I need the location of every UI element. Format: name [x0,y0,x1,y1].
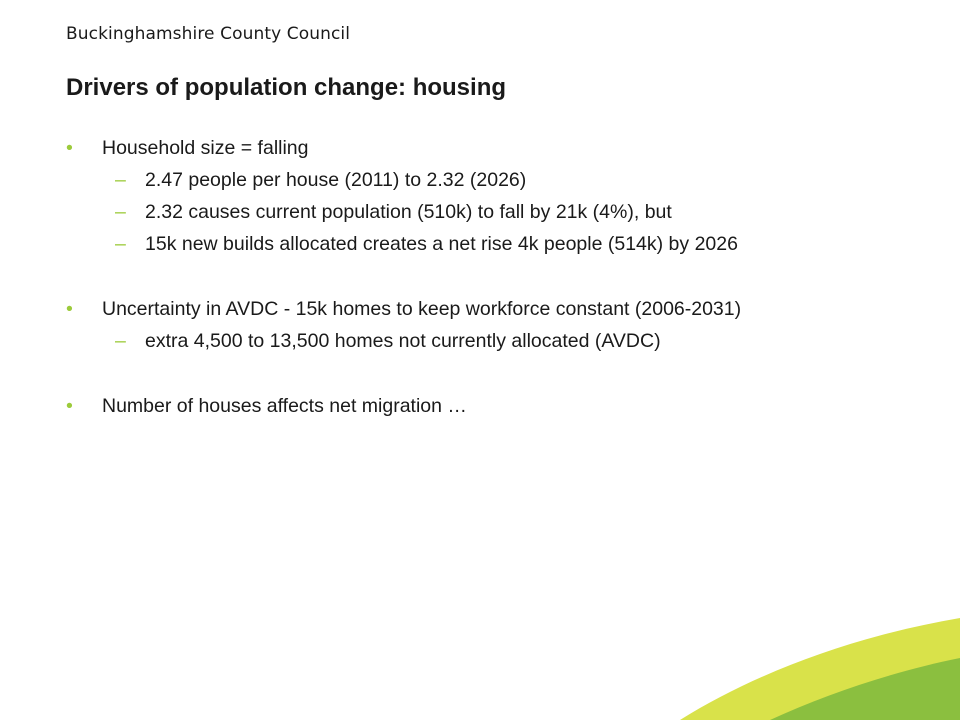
dash-marker: – [115,330,126,352]
bullet-marker: • [66,137,73,159]
bullet-item [66,293,926,325]
dash-marker: – [115,169,126,191]
slide-title: Drivers of population change: housing [66,74,507,101]
sub-bullet-item [66,325,926,357]
bullet-item [66,132,926,164]
bullet-text: Household size = falling [102,137,309,159]
bullet-marker: • [66,298,73,320]
dash-marker: – [115,233,126,255]
bullet-group-household-size [66,132,926,260]
sub-bullet-item [66,196,926,228]
bullet-group-avdc-uncertainty [66,293,926,357]
green-swoosh-decoration [620,610,960,720]
bullet-marker: • [66,395,73,417]
dash-marker: – [115,201,126,223]
org-name: Buckinghamshire County Council [66,24,351,44]
bullet-item [66,390,926,422]
sub-bullet-text: 2.32 causes current population (510k) to fall by 21k (4%), but [145,201,672,223]
bullet-group-net-migration [66,390,926,422]
sub-bullet-item [66,164,926,196]
sub-bullet-text: extra 4,500 to 13,500 homes not currently allocated (AVDC) [145,330,661,352]
sub-bullet-item [66,228,926,260]
sub-bullet-text: 2.47 people per house (2011) to 2.32 (2026) [145,169,527,191]
bullet-text: Number of houses affects net migration … [102,395,467,417]
bullet-text: Uncertainty in AVDC - 15k homes to keep workforce constant (2006-2031) [102,298,742,320]
sub-bullet-text: 15k new builds allocated creates a net rise 4k people (514k) by 2026 [145,233,738,255]
bullet-list [66,132,926,422]
